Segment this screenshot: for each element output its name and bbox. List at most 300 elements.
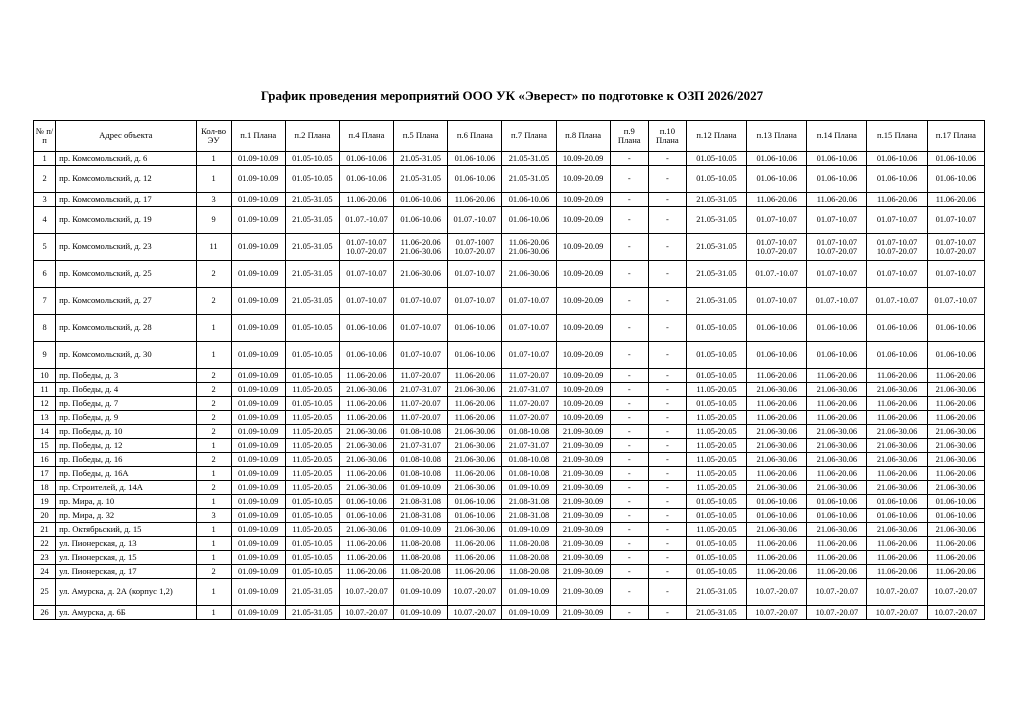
- table-cell: 21.06-30.06: [339, 523, 393, 537]
- table-cell: 10.09-20.09: [556, 261, 610, 288]
- table-cell: 10.07.-20.07: [927, 579, 984, 606]
- cell-line: 01.07-10.07: [346, 237, 387, 247]
- table-cell: 01.05-10.05: [686, 369, 746, 383]
- table-cell: 11.06-20.06: [927, 397, 984, 411]
- table-cell: 2: [196, 481, 231, 495]
- table-cell: 11.06-20.06: [747, 411, 807, 425]
- table-cell: 10.07.-20.07: [747, 606, 807, 620]
- table-cell: 01.06-10.06: [502, 193, 556, 207]
- table-cell: -: [610, 207, 648, 234]
- table-cell: 21.06-30.06: [867, 481, 927, 495]
- table-cell: 21.05-31.05: [686, 261, 746, 288]
- table-cell: [394, 234, 448, 261]
- table-cell: 10.09-20.09: [556, 369, 610, 383]
- table-cell: 01.07-10.07: [339, 261, 393, 288]
- table-cell: 21.06-30.06: [448, 481, 502, 495]
- table-cell: 01.06-10.06: [339, 166, 393, 193]
- table-cell: 11.06-20.06: [927, 565, 984, 579]
- table-cell: 21.06-30.06: [807, 453, 867, 467]
- table-cell: 2: [196, 369, 231, 383]
- table-cell: 11.08-20.08: [394, 537, 448, 551]
- table-cell: 01.07-10.07: [807, 207, 867, 234]
- table-row: [34, 523, 985, 537]
- table-cell: 11.05-20.05: [686, 425, 746, 439]
- table-cell: 01.07.-10.07: [807, 288, 867, 315]
- table-cell: -: [648, 397, 686, 411]
- table-cell: 01.06-10.06: [502, 207, 556, 234]
- table-cell: 01.07-10.07: [448, 261, 502, 288]
- table-cell: 01.06-10.06: [807, 315, 867, 342]
- table-cell: 10.09-20.09: [556, 383, 610, 397]
- table-cell: 10.09-20.09: [556, 193, 610, 207]
- table-cell: 11.05-20.05: [285, 425, 339, 439]
- table-cell: -: [648, 551, 686, 565]
- table-cell: 01.09-10.09: [394, 579, 448, 606]
- table-cell: 21.09-30.09: [556, 606, 610, 620]
- table-cell: 11.06-20.06: [807, 411, 867, 425]
- table-cell: 11.06-20.06: [867, 411, 927, 425]
- table-cell: 18: [34, 481, 56, 495]
- table-cell: 01.06-10.06: [747, 315, 807, 342]
- table-cell: 01.09-10.09: [231, 509, 285, 523]
- table-cell: 01.06-10.06: [867, 166, 927, 193]
- table-cell: 21.09-30.09: [556, 509, 610, 523]
- column-header: п.14 Плана: [807, 121, 867, 152]
- table-cell: 11: [196, 234, 231, 261]
- table-cell: -: [648, 207, 686, 234]
- table-cell: -: [610, 481, 648, 495]
- table-cell: 21.06-30.06: [448, 425, 502, 439]
- table-cell: 11.06-20.06: [867, 397, 927, 411]
- table-cell: -: [610, 383, 648, 397]
- column-header: п.1 Плана: [231, 121, 285, 152]
- table-cell: 10.09-20.09: [556, 207, 610, 234]
- table-cell: 01.07-10.07: [339, 288, 393, 315]
- table-cell: -: [648, 439, 686, 453]
- address-cell: пр. Комсомольский, д. 30: [56, 342, 196, 369]
- table-cell: 01.09-10.09: [231, 579, 285, 606]
- table-cell: 21.05-31.05: [285, 579, 339, 606]
- table-cell: 23: [34, 551, 56, 565]
- table-cell: 21.06-30.06: [448, 523, 502, 537]
- table-cell: 21.06-30.06: [927, 453, 984, 467]
- table-cell: 01.06-10.06: [927, 166, 984, 193]
- table-cell: 11.06-20.06: [807, 397, 867, 411]
- table-cell: 11.06-20.06: [448, 411, 502, 425]
- table-cell: 01.07.-10.07: [448, 207, 502, 234]
- table-row: [34, 166, 985, 193]
- table-cell: 11.06-20.06: [807, 467, 867, 481]
- table-cell: -: [648, 193, 686, 207]
- table-row: [34, 369, 985, 383]
- table-cell: 1: [196, 537, 231, 551]
- table-cell: 01.09-10.09: [231, 261, 285, 288]
- table-cell: 11.06-20.06: [339, 369, 393, 383]
- table-cell: 2: [196, 261, 231, 288]
- table-cell: 01.05-10.05: [285, 495, 339, 509]
- table-cell: 1: [196, 166, 231, 193]
- address-cell: пр. Победы, д. 12: [56, 439, 196, 453]
- cell-line: 01.07-10.07: [935, 237, 977, 247]
- table-cell: 01.05-10.05: [686, 495, 746, 509]
- table-cell: 13: [34, 411, 56, 425]
- table-cell: 10.07.-20.07: [448, 579, 502, 606]
- table-cell: 11.05-20.05: [285, 481, 339, 495]
- table-cell: 21.07-31.07: [394, 439, 448, 453]
- table-cell: 21.09-30.09: [556, 495, 610, 509]
- table-cell: 21.09-30.09: [556, 481, 610, 495]
- table-header-row: [34, 121, 985, 152]
- table-cell: 11.08-20.08: [502, 537, 556, 551]
- table-cell: 01.09-10.09: [502, 606, 556, 620]
- table-cell: -: [610, 369, 648, 383]
- table-cell: 10.09-20.09: [556, 342, 610, 369]
- table-cell: -: [648, 495, 686, 509]
- table-cell: 21.05-31.05: [502, 166, 556, 193]
- table-cell: 16: [34, 453, 56, 467]
- table-cell: 11.07-20.07: [502, 369, 556, 383]
- table-cell: 01.09-10.09: [231, 467, 285, 481]
- table-cell: 01.09-10.09: [231, 495, 285, 509]
- table-cell: 01.07.-10.07: [867, 288, 927, 315]
- table-cell: -: [648, 411, 686, 425]
- table-cell: 01.07.-10.07: [339, 207, 393, 234]
- table-cell: 01.06-10.06: [339, 315, 393, 342]
- table-cell: 10.09-20.09: [556, 397, 610, 411]
- table-cell: 01.06-10.06: [339, 495, 393, 509]
- table-cell: 21.06-30.06: [927, 481, 984, 495]
- table-cell: 11.05-20.05: [285, 411, 339, 425]
- table-cell: 01.06-10.06: [448, 166, 502, 193]
- table-cell: 01.06-10.06: [747, 342, 807, 369]
- table-cell: 21.09-30.09: [556, 523, 610, 537]
- table-cell: 21.06-30.06: [747, 481, 807, 495]
- table-row: [34, 537, 985, 551]
- table-cell: 01.06-10.06: [807, 152, 867, 166]
- table-cell: 5: [34, 234, 56, 261]
- table-cell: 01.06-10.06: [927, 509, 984, 523]
- table-cell: 01.07-10.07: [502, 342, 556, 369]
- table-cell: 01.06-10.06: [339, 509, 393, 523]
- table-cell: 01.09-10.09: [231, 369, 285, 383]
- address-cell: пр. Комсомольский, д. 17: [56, 193, 196, 207]
- table-cell: 10.09-20.09: [556, 288, 610, 315]
- table-cell: 21.06-30.06: [339, 425, 393, 439]
- table-cell: 01.06-10.06: [867, 315, 927, 342]
- address-cell: пр. Комсомольский, д. 25: [56, 261, 196, 288]
- table-cell: 21.07-31.07: [502, 383, 556, 397]
- table-cell: 11.05-20.05: [285, 383, 339, 397]
- table-cell: 01.06-10.06: [807, 509, 867, 523]
- column-header: п.15 Плана: [867, 121, 927, 152]
- table-cell: -: [610, 439, 648, 453]
- table-cell: 11.06-20.06: [448, 193, 502, 207]
- table-cell: 21.06-30.06: [448, 453, 502, 467]
- table-cell: 01.07-10.07: [448, 288, 502, 315]
- table-cell: 01.06-10.06: [339, 152, 393, 166]
- table-cell: -: [648, 261, 686, 288]
- address-cell: пр. Строителей, д. 14А: [56, 481, 196, 495]
- address-cell: пр. Комсомольский, д. 12: [56, 166, 196, 193]
- table-cell: 01.09-10.09: [231, 193, 285, 207]
- table-cell: 1: [196, 152, 231, 166]
- table-cell: -: [648, 467, 686, 481]
- table-cell: 22: [34, 537, 56, 551]
- table-cell: 01.09-10.09: [231, 315, 285, 342]
- table-cell: [807, 234, 867, 261]
- table-cell: 21.06-30.06: [927, 523, 984, 537]
- table-cell: 01.07-10.07: [747, 207, 807, 234]
- table-cell: 01.06-10.06: [927, 315, 984, 342]
- table-cell: 11.05-20.05: [686, 411, 746, 425]
- address-cell: пр. Победы, д. 9: [56, 411, 196, 425]
- table-cell: [339, 234, 393, 261]
- table-cell: 11.07-20.07: [502, 411, 556, 425]
- table-cell: 6: [34, 261, 56, 288]
- table-cell: 11.06-20.06: [927, 537, 984, 551]
- table-cell: -: [610, 523, 648, 537]
- table-cell: 01.06-10.06: [867, 152, 927, 166]
- table-row: [34, 261, 985, 288]
- table-cell: 21.06-30.06: [807, 425, 867, 439]
- table-cell: 21.05-31.05: [394, 152, 448, 166]
- table-cell: 1: [196, 579, 231, 606]
- table-cell: 01.06-10.06: [807, 166, 867, 193]
- address-cell: пр. Победы, д. 4: [56, 383, 196, 397]
- table-row: [34, 453, 985, 467]
- table-cell: -: [648, 383, 686, 397]
- table-cell: 11.06-20.06: [807, 193, 867, 207]
- table-cell: -: [648, 288, 686, 315]
- table-cell: 11.06-20.06: [448, 537, 502, 551]
- table-cell: -: [648, 606, 686, 620]
- table-cell: 11.06-20.06: [747, 193, 807, 207]
- table-cell: [502, 234, 556, 261]
- table-cell: 21.09-30.09: [556, 425, 610, 439]
- table-cell: 01.07.-10.07: [927, 288, 984, 315]
- table-cell: 01.05-10.05: [686, 537, 746, 551]
- table-cell: -: [648, 509, 686, 523]
- schedule-table: [33, 120, 985, 620]
- table-row: [34, 288, 985, 315]
- table-cell: 11.06-20.06: [927, 193, 984, 207]
- table-cell: 01.09-10.09: [231, 565, 285, 579]
- table-row: [34, 606, 985, 620]
- table-cell: 01.07.-10.07: [747, 261, 807, 288]
- cell-line: 11.06-20.06: [508, 237, 550, 247]
- address-cell: пр. Победы, д. 16А: [56, 467, 196, 481]
- table-cell: 10.09-20.09: [556, 166, 610, 193]
- table-cell: 2: [196, 453, 231, 467]
- table-cell: 21.06-30.06: [927, 425, 984, 439]
- table-cell: 10.07.-20.07: [927, 606, 984, 620]
- table-cell: 01.09-10.09: [231, 288, 285, 315]
- table-cell: 21.06-30.06: [339, 439, 393, 453]
- table-cell: 11.06-20.06: [339, 467, 393, 481]
- table-cell: -: [648, 166, 686, 193]
- table-cell: 01.05-10.05: [686, 315, 746, 342]
- address-cell: пр. Комсомольский, д. 6: [56, 152, 196, 166]
- table-cell: 11.08-20.08: [502, 551, 556, 565]
- table-cell: 01.09-10.09: [231, 523, 285, 537]
- table-cell: 01.08-10.08: [502, 425, 556, 439]
- table-cell: 01.07-10.07: [394, 288, 448, 315]
- table-cell: 11.06-20.06: [867, 193, 927, 207]
- address-cell: пр. Комсомольский, д. 27: [56, 288, 196, 315]
- table-cell: 01.07-10.07: [502, 288, 556, 315]
- table-cell: 11.06-20.06: [339, 565, 393, 579]
- table-cell: 11.06-20.06: [339, 551, 393, 565]
- table-cell: 01.06-10.06: [867, 509, 927, 523]
- address-cell: пр. Октябрьский, д. 15: [56, 523, 196, 537]
- column-header: Адрес объекта: [56, 121, 196, 152]
- table-cell: -: [610, 537, 648, 551]
- table-cell: 21.06-30.06: [867, 425, 927, 439]
- table-cell: 01.07-10.07: [867, 261, 927, 288]
- table-cell: 21.06-30.06: [339, 383, 393, 397]
- address-cell: ул. Пионерская, д. 15: [56, 551, 196, 565]
- table-cell: 01.07-10.07: [502, 315, 556, 342]
- table-row: [34, 425, 985, 439]
- column-header: п.17 Плана: [927, 121, 984, 152]
- table-cell: 11.08-20.08: [394, 551, 448, 565]
- table-cell: 3: [196, 193, 231, 207]
- table-cell: -: [610, 315, 648, 342]
- table-cell: 10.07.-20.07: [747, 579, 807, 606]
- table-row: [34, 481, 985, 495]
- table-cell: 21.05-31.05: [285, 207, 339, 234]
- table-cell: 01.05-10.05: [285, 166, 339, 193]
- table-cell: 21.09-30.09: [556, 579, 610, 606]
- table-cell: 01.05-10.05: [285, 315, 339, 342]
- table-cell: 7: [34, 288, 56, 315]
- address-cell: пр. Победы, д. 10: [56, 425, 196, 439]
- address-cell: ул. Пионерская, д. 17: [56, 565, 196, 579]
- table-row: [34, 495, 985, 509]
- table-cell: 01.06-10.06: [927, 342, 984, 369]
- table-cell: 01.05-10.05: [686, 565, 746, 579]
- table-cell: 11.06-20.06: [747, 397, 807, 411]
- table-cell: 11.06-20.06: [747, 467, 807, 481]
- table-cell: 21.06-30.06: [747, 453, 807, 467]
- column-header: п.4 Плана: [339, 121, 393, 152]
- table-cell: 01.08-10.08: [502, 467, 556, 481]
- table-cell: 01.09-10.09: [231, 397, 285, 411]
- table-cell: 1: [196, 495, 231, 509]
- table-cell: 9: [34, 342, 56, 369]
- table-cell: 01.05-10.05: [686, 166, 746, 193]
- cell-line: 01.07-10.07: [816, 237, 858, 247]
- table-cell: 2: [34, 166, 56, 193]
- table-cell: 01.08-10.08: [394, 467, 448, 481]
- column-header: Кол-во ЭУ: [196, 121, 231, 152]
- table-cell: 01.05-10.05: [686, 152, 746, 166]
- cell-line: 10.07-20.07: [935, 247, 977, 256]
- table-cell: -: [610, 467, 648, 481]
- table-cell: 01.05-10.05: [285, 342, 339, 369]
- table-cell: -: [610, 288, 648, 315]
- cell-line: 11.06-20.06: [400, 237, 441, 247]
- table-cell: 11.06-20.06: [807, 369, 867, 383]
- table-cell: 21.08-31.08: [394, 509, 448, 523]
- table-cell: 01.08-10.08: [394, 425, 448, 439]
- address-cell: пр. Победы, д. 16: [56, 453, 196, 467]
- table-cell: 21.09-30.09: [556, 439, 610, 453]
- table-cell: 10.07.-20.07: [867, 579, 927, 606]
- table-cell: 01.05-10.05: [285, 369, 339, 383]
- table-cell: [448, 234, 502, 261]
- table-cell: 26: [34, 606, 56, 620]
- column-header: п.12 Плана: [686, 121, 746, 152]
- table-cell: 1: [196, 315, 231, 342]
- table-cell: 01.07-10.07: [394, 315, 448, 342]
- address-cell: ул. Пионерская, д. 13: [56, 537, 196, 551]
- table-cell: -: [648, 481, 686, 495]
- table-cell: 21.06-30.06: [448, 383, 502, 397]
- table-cell: 11.06-20.06: [927, 369, 984, 383]
- table-cell: 21.05-31.05: [686, 234, 746, 261]
- table-cell: -: [610, 152, 648, 166]
- table-cell: 01.09-10.09: [231, 481, 285, 495]
- table-cell: -: [610, 551, 648, 565]
- table-cell: 21.09-30.09: [556, 551, 610, 565]
- table-cell: 11.06-20.06: [927, 411, 984, 425]
- table-cell: 11.06-20.06: [448, 551, 502, 565]
- column-header: № п/п: [34, 121, 56, 152]
- table-cell: 01.09-10.09: [231, 152, 285, 166]
- cell-line: 10.07-20.07: [756, 247, 797, 256]
- table-cell: 17: [34, 467, 56, 481]
- table-cell: 10.07.-20.07: [339, 579, 393, 606]
- table-cell: 21.06-30.06: [867, 439, 927, 453]
- address-cell: пр. Победы, д. 7: [56, 397, 196, 411]
- table-cell: 21.07-31.07: [502, 439, 556, 453]
- table-cell: -: [648, 537, 686, 551]
- table-cell: 21.07-31.07: [394, 383, 448, 397]
- table-cell: 01.09-10.09: [502, 579, 556, 606]
- table-cell: 01.05-10.05: [686, 551, 746, 565]
- table-cell: 21.08-31.08: [394, 495, 448, 509]
- table-cell: 3: [196, 509, 231, 523]
- table-cell: 01.06-10.06: [747, 152, 807, 166]
- table-cell: 1: [34, 152, 56, 166]
- table-row: [34, 467, 985, 481]
- table-cell: -: [610, 425, 648, 439]
- column-header: п.10 Плана: [648, 121, 686, 152]
- table-cell: 01.05-10.05: [285, 537, 339, 551]
- table-cell: 11.06-20.06: [807, 537, 867, 551]
- table-cell: 01.06-10.06: [807, 495, 867, 509]
- address-cell: пр. Комсомольский, д. 28: [56, 315, 196, 342]
- cell-line: 21.06-30.06: [400, 247, 441, 256]
- table-cell: -: [610, 342, 648, 369]
- table-cell: 01.07-10.07: [867, 207, 927, 234]
- table-cell: 2: [196, 425, 231, 439]
- table-cell: 01.05-10.05: [686, 509, 746, 523]
- table-row: [34, 315, 985, 342]
- table-cell: 21.06-30.06: [807, 523, 867, 537]
- table-cell: 01.07-10.07: [927, 261, 984, 288]
- table-cell: 01.09-10.09: [231, 411, 285, 425]
- table-cell: 01.09-10.09: [231, 383, 285, 397]
- table-cell: 11.06-20.06: [867, 467, 927, 481]
- table-cell: 19: [34, 495, 56, 509]
- table-cell: 11.05-20.05: [686, 481, 746, 495]
- document-title: График проведения мероприятий ООО УК «Эверест» по подготовке к ОЗП 2026/2027: [260, 88, 764, 103]
- table-cell: 11.06-20.06: [807, 551, 867, 565]
- table-cell: 01.08-10.08: [394, 453, 448, 467]
- table-row: [34, 234, 985, 261]
